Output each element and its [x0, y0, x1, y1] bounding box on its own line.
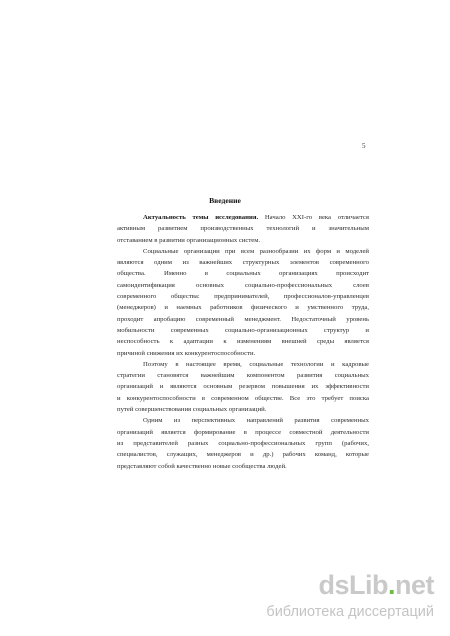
text-line: неспособность к адаптации к изменениям внешней среды является — [117, 338, 369, 346]
text-line: общества. Именно в социальных организациях происходит — [117, 270, 369, 278]
text-line: самоидентификация основных социально-профессиональных слоев — [117, 281, 369, 289]
text-line: (менеджеров) и наемных работников физического и умственного труда, — [117, 304, 369, 312]
dslib-logo: dsLib.net — [318, 570, 434, 600]
page-number: 5 — [362, 142, 366, 150]
text-line: стратегии становятся важнейшим компонентом развития социальных — [117, 372, 369, 380]
text-line: современного общества: предпринимателей, профессионалов-управленцев — [117, 293, 369, 301]
text-line: путей совершенствования социальных организаций. — [117, 406, 267, 414]
text-line: из представителей разных социально-профессиональных групп (рабочих, — [117, 439, 369, 447]
text-line: организаций и являются основным резервом повышения их эффективности — [117, 383, 369, 391]
paragraph-technologies — [117, 359, 369, 415]
text-line: причиной снижения их конкурентоспособности. — [117, 349, 256, 357]
text-line: и конкурентоспособности в современном обществе. Все это требует поиска — [117, 394, 369, 402]
paragraph-relevance — [117, 212, 369, 246]
text-line: организаций является формирование в процессе совместной деятельности — [117, 428, 369, 436]
paragraph-organizations — [117, 246, 369, 359]
body-text — [117, 212, 369, 472]
text-line: мобильности современных социально-организационных структур и — [117, 326, 369, 334]
text-line: Поэтому в настоящее время, социальные технологии и кадровые — [143, 360, 369, 368]
text-line: являются одним из важнейших структурных элементов современного — [117, 259, 369, 267]
text-line: Одним из перспективных направлений развития современных — [143, 417, 369, 425]
section-title: Введение — [209, 196, 241, 205]
text-line: Социальные организации при всем разнообразии их форм и моделей — [143, 247, 369, 255]
text-line: активным развитием производственных технологий и значительным — [117, 225, 369, 233]
text-line: отставанием в развитии организационных систем. — [117, 236, 261, 244]
paragraph-teams — [117, 415, 369, 471]
watermark-subtitle: библиотека диссертаций — [266, 604, 434, 620]
lead-heading: Актуальность темы исследования. — [143, 214, 259, 221]
text-line: специалистов, служащих, менеджеров и др.) рабочих команд, которые — [117, 451, 369, 459]
dslib-watermark — [0, 560, 450, 636]
text-line: Актуальность темы исследования. Начало XXI-го века отличается — [143, 214, 369, 221]
text-line: представляют собой качественно новые сообщества людей. — [117, 462, 287, 470]
text-line: проходит апробацию современный менеджмент. Недостаточный уровень — [117, 315, 369, 323]
